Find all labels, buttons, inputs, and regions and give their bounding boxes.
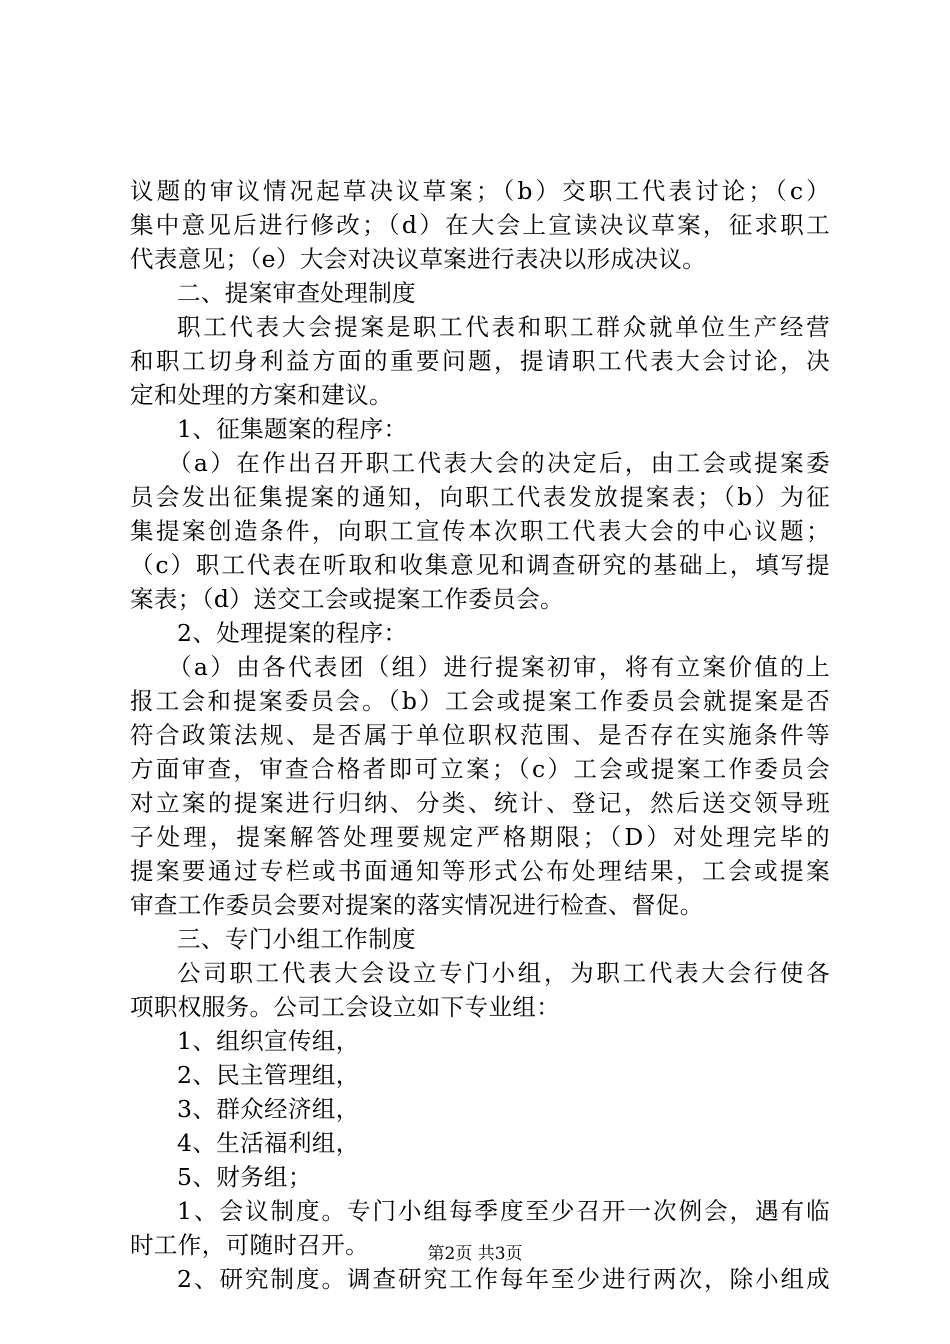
text-line: 代表意见；（e）大会对决议草案进行表决以形成决议。 [130, 245, 707, 273]
page-footer: 第2页 共3页 [427, 1244, 523, 1264]
text-line: 2、民主管理组， [177, 1061, 360, 1089]
text-line: （a）由各代表团（组）进行提案初审，将有立案价值的上 [168, 653, 830, 681]
text-line: 员会发出征集提案的通知，向职工代表发放提案表；（b）为征 [130, 483, 830, 511]
text-line: 集中意见后进行修改；（d）在大会上宣读决议草案，征求职工 [130, 211, 830, 239]
text-line: （c）职工代表在听取和收集意见和调查研究的基础上，填写提 [130, 551, 830, 579]
text-line: 5、财务组； [177, 1163, 312, 1191]
text-line: 子处理，提案解答处理要规定严格期限；（D）对处理完毕的 [130, 823, 830, 851]
text-line: 4、生活福利组， [177, 1129, 360, 1157]
text-line: （a）在作出召开职工代表大会的决定后，由工会或提案委 [168, 449, 830, 477]
text-line: 2、研究制度。调查研究工作每年至少进行两次，除小组成 [177, 1265, 830, 1293]
text-line: 定和处理的方案和建议。 [130, 381, 393, 409]
text-line: 职工代表大会提案是职工代表和职工群众就单位生产经营 [177, 313, 830, 341]
text-line: 1、征集题案的程序： [177, 415, 408, 443]
text-line: 1、组织宣传组， [177, 1027, 360, 1055]
text-line: 二、提案审查处理制度 [177, 279, 416, 307]
text-line: 和职工切身利益方面的重要问题，提请职工代表大会讨论，决 [130, 347, 830, 375]
text-line: 审查工作委员会要对提案的落实情况进行检查、督促。 [130, 891, 704, 919]
text-line: 对立案的提案进行归纳、分类、统计、登记，然后送交领导班 [130, 789, 830, 817]
text-line: 3、群众经济组， [177, 1095, 360, 1123]
text-line: 三、专门小组工作制度 [177, 925, 416, 953]
text-line: 提案要通过专栏或书面通知等形式公布处理结果，工会或提案 [130, 857, 830, 885]
text-line: 案表；（d）送交工会或提案工作委员会。 [130, 585, 564, 613]
text-line: 议题的审议情况起草决议草案；（b）交职工代表讨论；（c） [130, 177, 830, 205]
document-body [130, 174, 830, 1296]
text-line: 报工会和提案委员会。（b）工会或提案工作委员会就提案是否 [130, 687, 830, 715]
text-line: 时工作，可随时召开。 [130, 1231, 369, 1259]
text-line: 1、会议制度。专门小组每季度至少召开一次例会，遇有临 [177, 1197, 830, 1225]
text-line: 公司职工代表大会设立专门小组，为职工代表大会行使各 [177, 959, 830, 987]
text-line: 2、处理提案的程序： [177, 619, 408, 647]
text-line: 方面审查，审查合格者即可立案；（c）工会或提案工作委员会 [130, 755, 830, 783]
text-line: 项职权服务。公司工会设立如下专业组： [130, 993, 561, 1021]
text-line: 集提案创造条件，向职工宣传本次职工代表大会的中心议题； [130, 517, 830, 545]
text-line: 符合政策法规、是否属于单位职权范围、是否存在实施条件等 [130, 721, 830, 749]
